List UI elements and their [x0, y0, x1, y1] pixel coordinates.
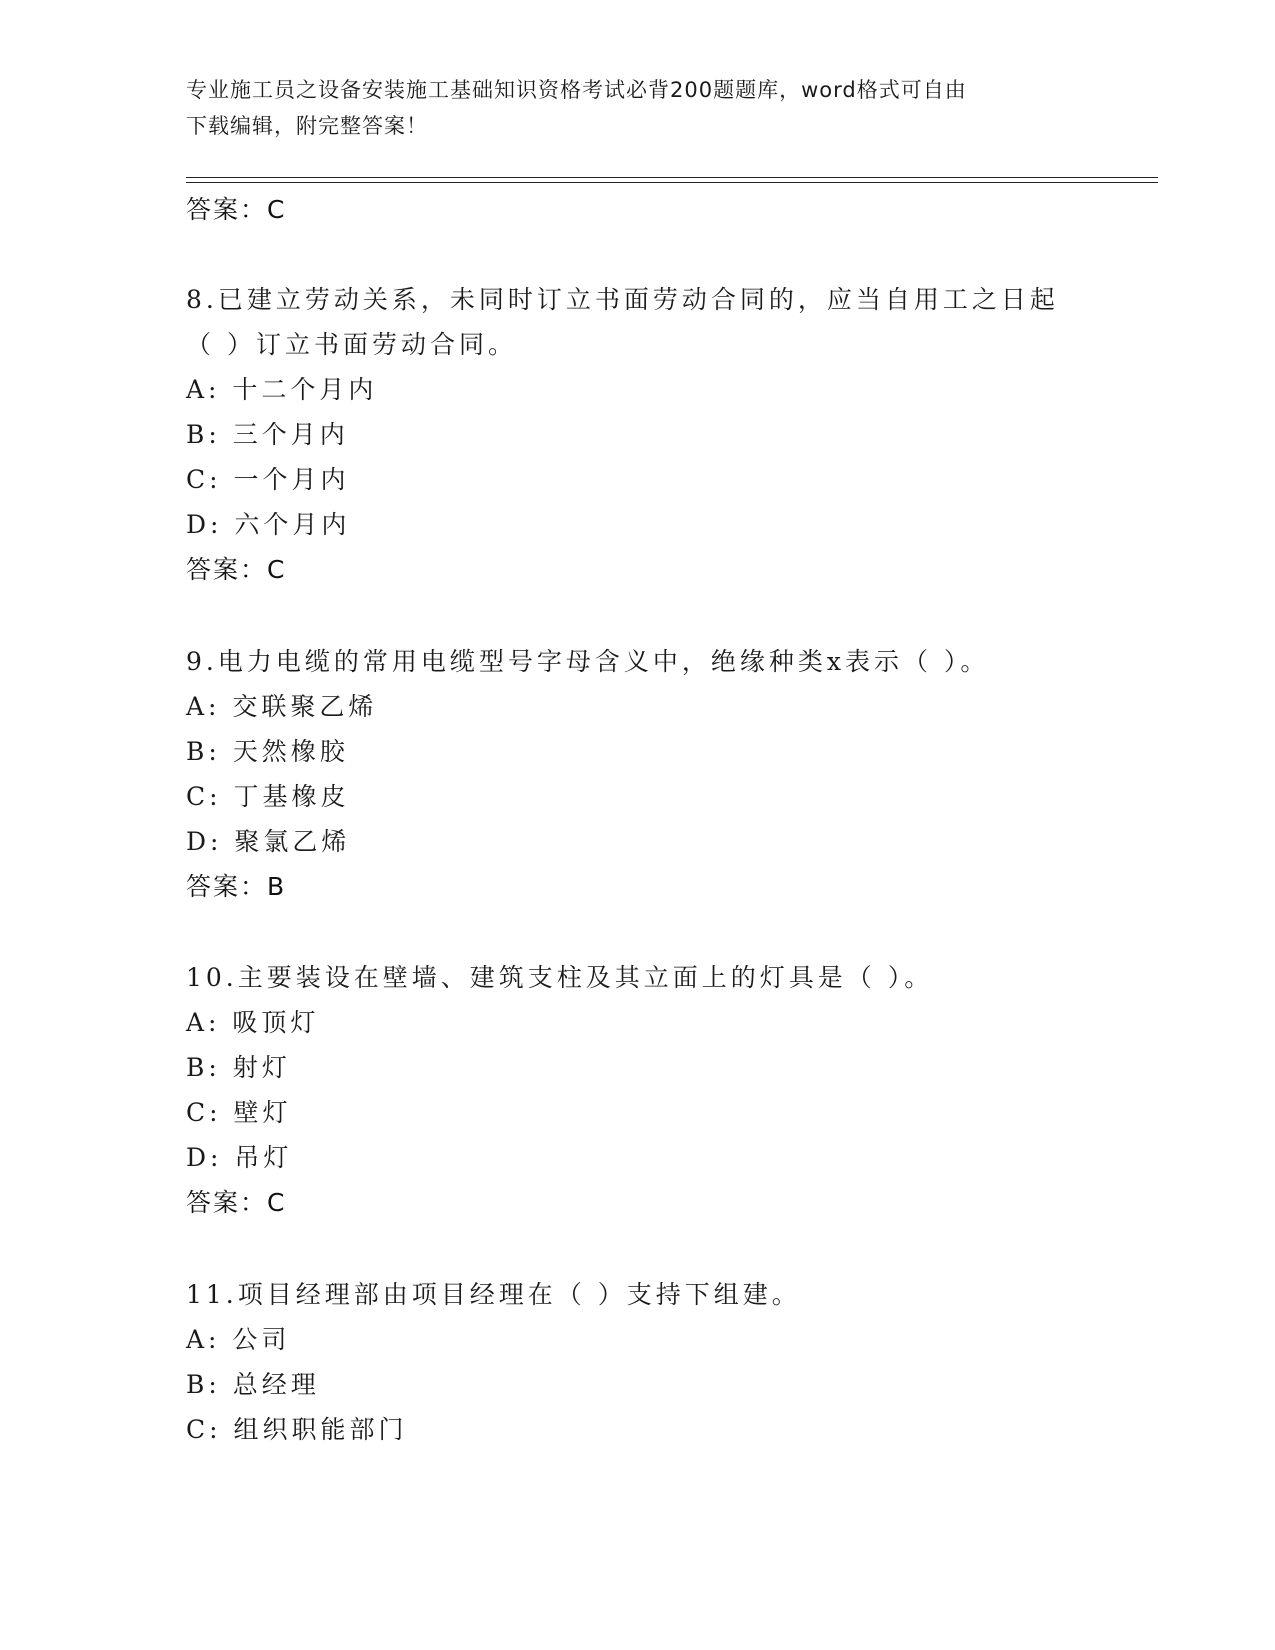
answer-q8: 答案：C	[186, 555, 287, 584]
answer-q10: 答案：C	[186, 1188, 287, 1217]
question-8-text-line-2: （ ）订立书面劳动合同。	[186, 330, 517, 359]
header-title-line-1: 专业施工员之设备安装施工基础知识资格考试必背200题题库，word格式可自由	[186, 78, 967, 102]
question-8-option-b: B: 三个月内	[186, 420, 349, 449]
question-9-option-b: B: 天然橡胶	[186, 737, 349, 766]
question-10-option-d: D: 吊灯	[186, 1143, 293, 1172]
question-8-option-c: C: 一个月内	[186, 465, 350, 494]
header-divider-bottom	[186, 182, 1158, 183]
question-9-text: 9.电力电缆的常用电缆型号字母含义中，绝缘种类x表示（ ）。	[186, 647, 990, 676]
header-title-line-2: 下载编辑，附完整答案！	[186, 114, 428, 138]
question-8-option-d: D: 六个月内	[186, 510, 351, 539]
question-11-option-b: B: 总经理	[186, 1370, 320, 1399]
document-header	[186, 72, 1086, 144]
question-8-option-a: A: 十二个月内	[186, 375, 378, 404]
question-10-option-a: A: 吸顶灯	[186, 1008, 320, 1037]
question-9-option-c: C: 丁基橡皮	[186, 782, 350, 811]
question-10-text: 10.主要装设在壁墙、建筑支柱及其立面上的灯具是（ ）。	[186, 963, 934, 992]
question-10-option-c: C: 壁灯	[186, 1098, 292, 1127]
answer-q9: 答案：B	[186, 872, 287, 901]
header-divider-top	[186, 177, 1158, 178]
question-8-text-line-1: 8.已建立劳动关系，未同时订立书面劳动合同的，应当自用工之日起	[186, 285, 1059, 314]
answer-q7: 答案：C	[186, 195, 287, 224]
question-11-text: 11.项目经理部由项目经理在（ ）支持下组建。	[186, 1280, 801, 1309]
question-11-option-a: A: 公司	[186, 1325, 291, 1354]
question-9-option-d: D: 聚氯乙烯	[186, 827, 351, 856]
question-11-option-c: C: 组织职能部门	[186, 1415, 408, 1444]
question-9-option-a: A: 交联聚乙烯	[186, 692, 378, 721]
question-10-option-b: B: 射灯	[186, 1053, 291, 1082]
